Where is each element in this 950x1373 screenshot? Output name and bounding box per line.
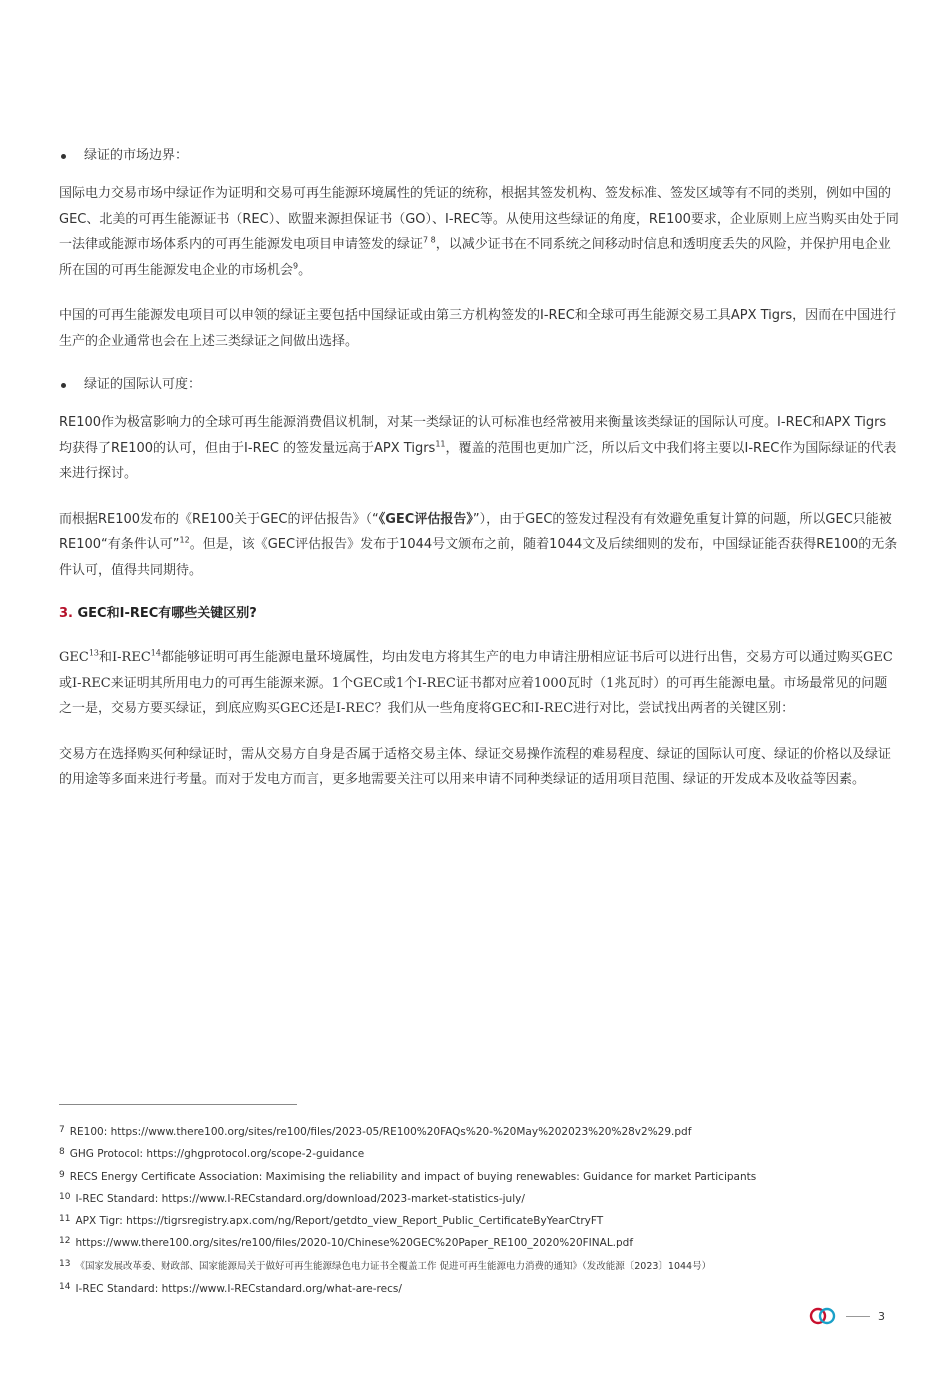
footnote-text: 《国家发展改革委、财政部、国家能源局关于做好可再生能源绿色电力证书全覆盖工作 促进可再生能源电力消费的通知》（发改能源〔2023〕1044号）: [75, 1260, 712, 1272]
footnote-item: [59, 1209, 919, 1231]
footnotes: [59, 1120, 919, 1299]
paragraph-text: RE100作为极富影响力的全球可再生能源消费倡议机制，对某一类绿证的认可标准也经常被用来衡量该类绿证的国际认可度。I-REC和APX Tigrs均获得了RE100的认可，但由于I-REC 的签发量远高于APX Tigrs: [59, 415, 887, 456]
bullet-market-boundary: [59, 145, 899, 167]
bullet-dot-icon: [61, 383, 66, 388]
paragraph-text: ”），由于GEC的签发过程没有有效避免重复计算的问题，所以GEC只能被RE100“有条件认可”: [59, 511, 892, 552]
paragraph-re100: [59, 410, 899, 487]
paragraph-text: 。但是，该《GEC评估报告》发布于1044号文颁布之前，随着1044文及后续细则的发布，中国绿证能否获得RE100的无条件认可，值得共同期待。: [59, 537, 898, 578]
footnote-text: RECS Energy Certificate Association: Maximising the reliability and impact of buying renewables: Guidance for market Participants: [69, 1170, 757, 1183]
page-number: 3: [878, 1309, 885, 1323]
footnote-number: 10: [59, 1191, 71, 1202]
footnote-item: [59, 1231, 919, 1253]
footnote-item: [59, 1120, 919, 1142]
bullet-intl-recognition: [59, 374, 899, 396]
bullet-dot-icon: [61, 154, 66, 159]
footnote-item: [59, 1165, 919, 1187]
footnote-item: [59, 1187, 919, 1209]
footnote-item: [59, 1277, 919, 1299]
paragraph-text: 和I-REC: [99, 650, 151, 665]
paragraph-gec-report: [59, 507, 899, 584]
section-heading: [59, 603, 899, 625]
paragraph-text: 而根据RE100发布的《RE100关于GEC的评估报告》（“: [59, 511, 379, 527]
footnote-number: 7: [59, 1125, 65, 1135]
logo-ring-blue: [820, 1309, 834, 1323]
footnote-ref[interactable]: 9: [293, 261, 299, 271]
paragraph-text: 中国的可再生能源发电项目可以申领的绿证主要包括中国绿证或由第三方机构签发的I-REC和全球可再生能源交易工具APX Tigrs，因而在中国进行生产的企业通常也会在上述三类绿证之间做出选择。: [59, 308, 897, 349]
paragraph-text: 。: [298, 262, 312, 278]
footnote-number: 14: [59, 1282, 71, 1293]
footnote-item: [59, 1254, 919, 1277]
footnote-ref[interactable]: 7 8: [423, 235, 436, 245]
footnote-divider: [59, 1104, 297, 1105]
paragraph-text: 国际电力交易市场中绿证作为证明和交易可再生能源环境属性的凭证的统称，根据其签发机构、签发标准、签发区域等有不同的类别，例如中国的GEC、北美的可再生能源证书（REC）、欧盟来源担保证书（GO）、I-REC等。从使用这些绿证的角度，RE100要求，企业原则上应当购买由处于同一法律或能源市场体系内的可再生能源发电项目申请签发的绿证: [59, 186, 899, 252]
footnote-ref[interactable]: 12: [179, 535, 190, 545]
footnote-item: [59, 1142, 919, 1164]
paragraph-china-certs: [59, 303, 899, 354]
footnote-text[interactable]: GHG Protocol: https://ghgprotocol.org/scope-2-guidance: [69, 1148, 365, 1161]
paragraph-text: GEC: [59, 650, 89, 665]
footnote-number: 8: [59, 1147, 65, 1158]
footnote-text[interactable]: APX Tigr: https://tigrsregistry.apx.com/ng/Report/getdto_view_Report_Public_CertificateByYearCtryFT: [75, 1215, 604, 1228]
footnote-text[interactable]: https://www.there100.org/sites/re100/files/2020-10/Chinese%20GEC%20Paper_RE100_2020%20FINAL.pdf: [75, 1237, 634, 1250]
paragraph-text: 都能够证明可再生能源电量环境属性，均由发电方将其生产的电力申请注册相应证书后可以进行出售，交易方可以通过购买GEC或I-REC来证明其所用电力的可再生能源来源。1个GEC或1个I-REC证书都对应着1000瓦时（1兆瓦时）的可再生能源电量。市场最常见的问题之一是，交易方要买绿证，到底应购买GEC还是I-REC？我们从一些角度将GEC和I-REC进行对比，尝试找出两者的关键区别：: [59, 650, 893, 716]
paragraph-market-intro: [59, 181, 899, 283]
brand-logo-icon: [808, 1306, 838, 1326]
paragraph-text: 交易方在选择购买何种绿证时，需从交易方自身是否属于适格交易主体、绿证交易操作流程的难易程度、绿证的国际认可度、绿证的价格以及绿证的用途等多面来进行考量。而对于发电方而言，更多地需要关注可以用来申请不同种类绿证的适用项目范围、绿证的开发成本及收益等因素。: [59, 746, 892, 787]
paragraph-considerations: [59, 742, 899, 793]
footnote-ref[interactable]: 14: [150, 648, 161, 658]
footnote-ref[interactable]: 13: [88, 648, 100, 658]
footnote-ref[interactable]: 11: [435, 439, 446, 449]
footnote-text[interactable]: I-REC Standard: https://www.I-RECstandard.org/what-are-recs/: [75, 1283, 402, 1296]
report-title-bold: 《GEC评估报告》: [378, 511, 473, 527]
footnote-number: 11: [59, 1214, 71, 1225]
page-footer: [808, 1306, 885, 1326]
paragraph-gec-irec: [59, 645, 899, 722]
footnote-number: 9: [59, 1169, 65, 1180]
section-number: 3.: [59, 606, 73, 621]
bullet-text: 绿证的国际认可度：: [84, 377, 202, 392]
footnote-text[interactable]: I-REC Standard: https://www.I-RECstandard.org/download/2023-market-statistics-july/: [75, 1192, 525, 1205]
bullet-text: 绿证的市场边界：: [84, 148, 189, 163]
paragraph-text: ，以减少证书在不同系统之间移动时信息和透明度丢失的风险，并保护用电企业所在国的可再生能源发电企业的市场机会: [59, 237, 891, 278]
paragraph-text: ，覆盖的范围也更加广泛，所以后文中我们将主要以I-REC作为国际绿证的代表来进行探讨。: [59, 440, 897, 481]
footer-line: [846, 1316, 870, 1317]
footnote-number: 13: [59, 1258, 71, 1269]
footnote-number: 12: [59, 1236, 71, 1247]
footnote-text[interactable]: RE100: https://www.there100.org/sites/re100/files/2023-05/RE100%20FAQs%20-%20May%202023%20%28v2%29.pdf: [69, 1126, 692, 1138]
main-content: [59, 145, 899, 813]
section-title: GEC和I-REC有哪些关键区别?: [72, 606, 257, 621]
